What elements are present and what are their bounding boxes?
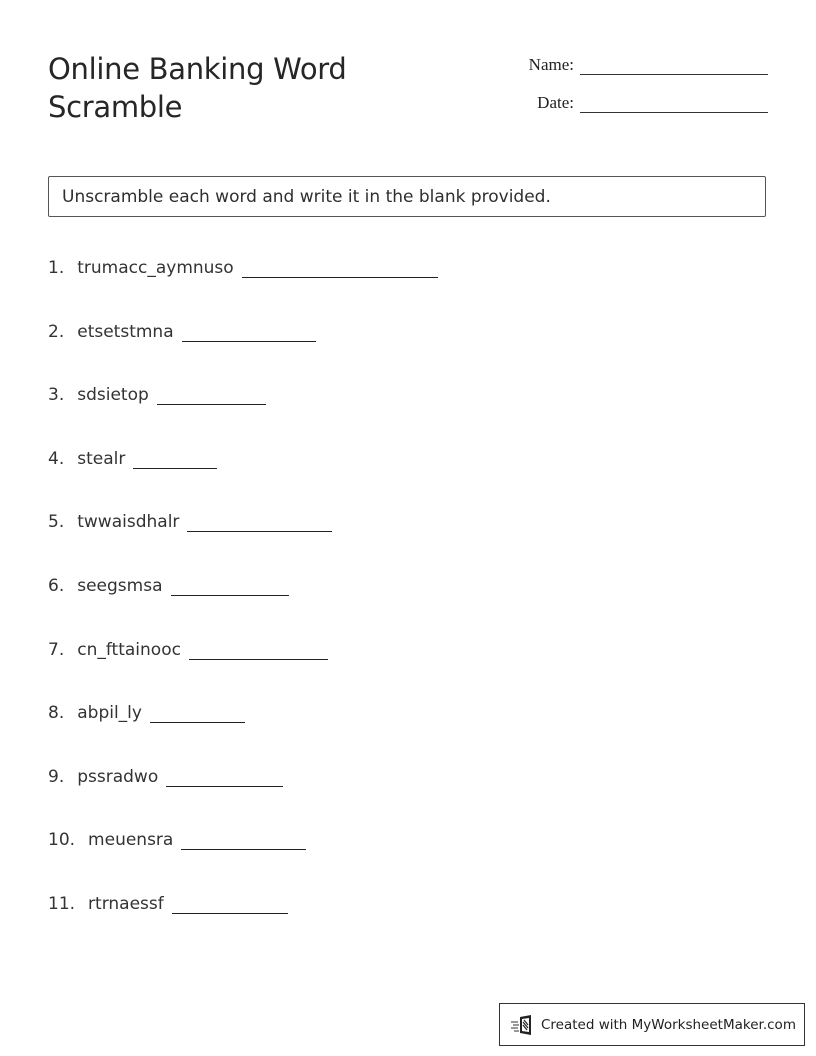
word-item [48,385,266,405]
item-number: 5. [48,512,65,533]
answer-blank[interactable] [150,708,245,723]
worksheet-logo-icon [510,1014,536,1036]
word-item [48,703,245,723]
item-number: 3. [48,385,65,406]
scrambled-word: cn_fttainooc [77,639,181,660]
item-number: 6. [48,576,65,596]
instructions-box: Unscramble each word and write it in the blank provided. [48,176,766,217]
answer-blank[interactable] [171,581,289,596]
name-blank[interactable] [580,54,768,75]
page-title: Online Banking Word Scramble [48,52,347,124]
item-number: 1. [48,258,65,278]
word-item [48,258,438,278]
name-field-row [504,54,768,75]
date-label: Date: [537,93,574,112]
word-item [48,894,288,914]
answer-blank[interactable] [172,899,288,914]
scrambled-word: seegsmsa [77,576,163,596]
footer-credit [499,1003,805,1046]
answer-blank[interactable] [187,517,332,532]
scrambled-word: sdsietop [77,385,149,406]
word-item [48,322,316,342]
scrambled-word: abpil_ly [77,703,142,724]
item-number: 8. [48,703,65,724]
answer-blank[interactable] [242,263,438,278]
item-number: 4. [48,448,65,469]
item-number: 11. [48,894,76,914]
answer-blank[interactable] [133,454,217,469]
scrambled-word: etsetstmna [77,321,174,342]
scrambled-word: rtrnaessf [88,894,164,914]
footer-text: Created with MyWorksheetMaker.com [541,1016,796,1033]
word-item [48,576,289,596]
word-item [48,640,328,660]
answer-blank[interactable] [182,327,316,342]
scrambled-word: meuensra [88,830,174,851]
answer-blank[interactable] [157,390,266,405]
word-item [48,449,217,469]
name-label: Name: [528,55,574,74]
answer-blank[interactable] [189,645,328,660]
word-item [48,830,306,850]
word-item [48,767,283,787]
item-number: 2. [48,321,65,342]
scrambled-word: pssradwo [77,766,159,787]
date-field-row [504,92,768,113]
item-number: 7. [48,639,65,660]
answer-blank[interactable] [166,772,283,787]
date-blank[interactable] [580,92,768,113]
scrambled-word: twwaisdhalr [77,512,180,533]
answer-blank[interactable] [181,835,306,850]
word-item [48,512,332,532]
scrambled-word: stealr [77,448,126,469]
item-number: 10. [48,830,76,851]
scrambled-word: trumacc_aymnuso [77,258,234,278]
item-number: 9. [48,766,65,787]
